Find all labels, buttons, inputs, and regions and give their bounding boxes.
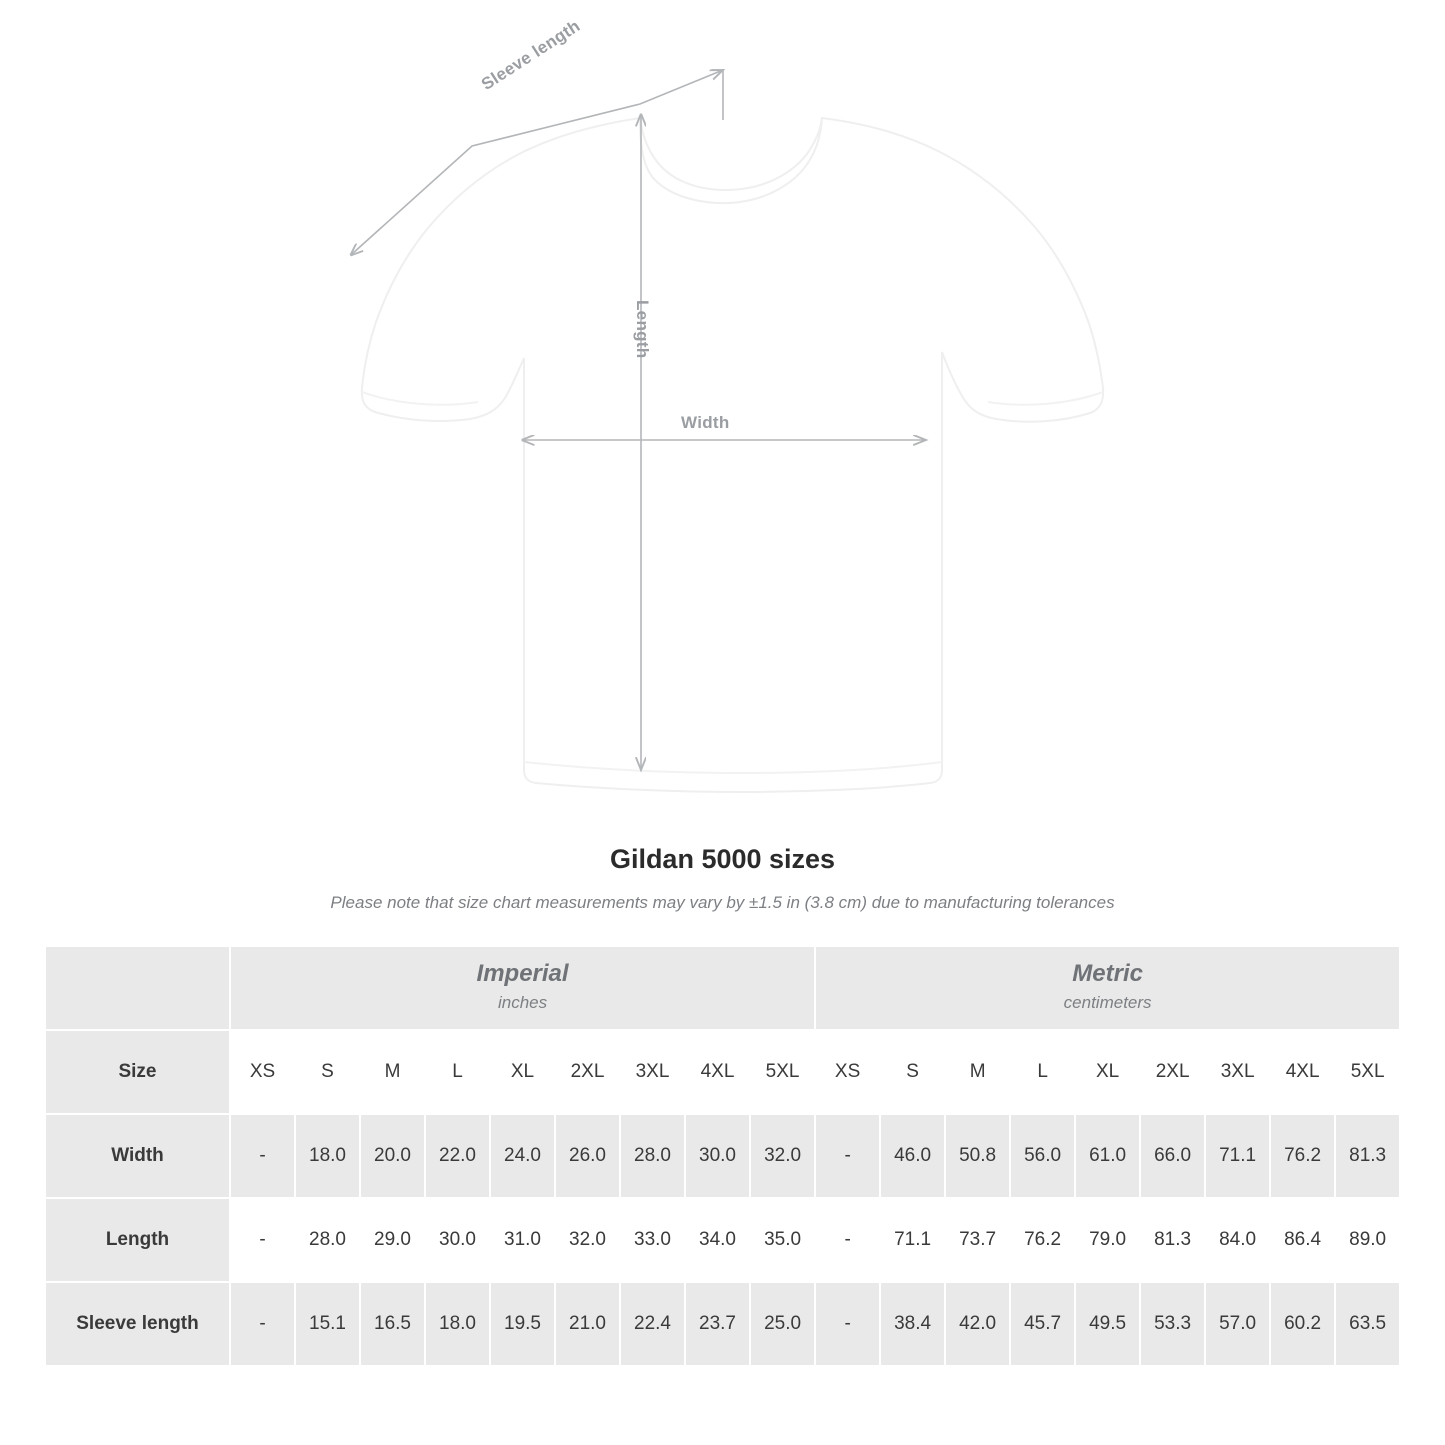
cell-length-metric-3xl: 84.0 <box>1205 1198 1270 1282</box>
header-metric-s: S <box>880 1030 945 1114</box>
cell-length-metric-4xl: 86.4 <box>1270 1198 1335 1282</box>
cell-length-imperial-2xl: 32.0 <box>555 1198 620 1282</box>
unit-name-imperial: Imperial <box>476 960 569 988</box>
cell-length-imperial-l: 30.0 <box>425 1198 490 1282</box>
cell-sleeve-metric-xl: 49.5 <box>1075 1282 1140 1366</box>
cell-width-metric-xl: 61.0 <box>1075 1114 1140 1198</box>
cell-width-imperial-3xl: 28.0 <box>620 1114 685 1198</box>
cell-length-metric-m: 73.7 <box>945 1198 1010 1282</box>
cell-width-imperial-m: 20.0 <box>360 1114 425 1198</box>
cell-length-imperial-xs: - <box>230 1198 295 1282</box>
header-metric-3xl: 3XL <box>1205 1030 1270 1114</box>
header-metric-xs: XS <box>815 1030 880 1114</box>
cell-length-imperial-xl: 31.0 <box>490 1198 555 1282</box>
row-label-sleeve-length: Sleeve length <box>45 1282 230 1366</box>
chart-title-block <box>0 844 1445 913</box>
header-imperial-5xl: 5XL <box>750 1030 815 1114</box>
header-imperial-s: S <box>295 1030 360 1114</box>
unit-group-row <box>45 946 1400 1030</box>
cell-length-metric-l: 76.2 <box>1010 1198 1075 1282</box>
cell-width-metric-4xl: 76.2 <box>1270 1114 1335 1198</box>
header-imperial-xl: XL <box>490 1030 555 1114</box>
size-table <box>44 945 1401 1367</box>
cell-width-imperial-2xl: 26.0 <box>555 1114 620 1198</box>
table-row <box>45 1198 1400 1282</box>
unit-head-imperial <box>230 946 815 1030</box>
header-imperial-2xl: 2XL <box>555 1030 620 1114</box>
header-imperial-xs: XS <box>230 1030 295 1114</box>
cell-width-imperial-5xl: 32.0 <box>750 1114 815 1198</box>
cell-length-imperial-4xl: 34.0 <box>685 1198 750 1282</box>
cell-length-metric-xl: 79.0 <box>1075 1198 1140 1282</box>
cell-sleeve-imperial-m: 16.5 <box>360 1282 425 1366</box>
header-metric-4xl: 4XL <box>1270 1030 1335 1114</box>
cell-length-metric-5xl: 89.0 <box>1335 1198 1400 1282</box>
header-metric-l: L <box>1010 1030 1075 1114</box>
cell-sleeve-imperial-xs: - <box>230 1282 295 1366</box>
header-metric-2xl: 2XL <box>1140 1030 1205 1114</box>
cell-length-metric-s: 71.1 <box>880 1198 945 1282</box>
cell-width-imperial-l: 22.0 <box>425 1114 490 1198</box>
header-imperial-m: M <box>360 1030 425 1114</box>
page-title: Gildan 5000 sizes <box>609 844 836 874</box>
cell-width-metric-l: 56.0 <box>1010 1114 1075 1198</box>
cell-width-imperial-4xl: 30.0 <box>685 1114 750 1198</box>
cell-length-metric-2xl: 81.3 <box>1140 1198 1205 1282</box>
cell-sleeve-metric-l: 45.7 <box>1010 1282 1075 1366</box>
cell-sleeve-imperial-5xl: 25.0 <box>750 1282 815 1366</box>
cell-sleeve-imperial-xl: 19.5 <box>490 1282 555 1366</box>
unit-head-metric <box>815 946 1400 1030</box>
tshirt-shape <box>362 118 1103 792</box>
cell-length-imperial-s: 28.0 <box>295 1198 360 1282</box>
cell-sleeve-metric-xs: - <box>815 1282 880 1366</box>
sleeve-length-label: Sleeve length <box>478 16 584 94</box>
cell-sleeve-imperial-2xl: 21.0 <box>555 1282 620 1366</box>
cell-length-imperial-3xl: 33.0 <box>620 1198 685 1282</box>
size-header-row <box>45 1030 1400 1114</box>
header-metric-5xl: 5XL <box>1335 1030 1400 1114</box>
cell-sleeve-imperial-l: 18.0 <box>425 1282 490 1366</box>
cell-width-imperial-xl: 24.0 <box>490 1114 555 1198</box>
cell-width-metric-m: 50.8 <box>945 1114 1010 1198</box>
row-label-length: Length <box>45 1198 230 1282</box>
size-table-wrap <box>44 945 1401 1367</box>
header-imperial-l: L <box>425 1030 490 1114</box>
header-metric-xl: XL <box>1075 1030 1140 1114</box>
cell-sleeve-metric-2xl: 53.3 <box>1140 1282 1205 1366</box>
cell-sleeve-metric-3xl: 57.0 <box>1205 1282 1270 1366</box>
cell-sleeve-imperial-3xl: 22.4 <box>620 1282 685 1366</box>
unit-sub-imperial: inches <box>497 993 548 1013</box>
table-row <box>45 1282 1400 1366</box>
header-size-label: Size <box>45 1030 230 1114</box>
header-metric-m: M <box>945 1030 1010 1114</box>
cell-sleeve-imperial-4xl: 23.7 <box>685 1282 750 1366</box>
cell-sleeve-imperial-s: 15.1 <box>295 1282 360 1366</box>
cell-sleeve-metric-5xl: 63.5 <box>1335 1282 1400 1366</box>
table-row <box>45 1114 1400 1198</box>
cell-sleeve-metric-4xl: 60.2 <box>1270 1282 1335 1366</box>
length-label: Length <box>633 300 652 359</box>
cell-length-imperial-5xl: 35.0 <box>750 1198 815 1282</box>
cell-sleeve-metric-m: 42.0 <box>945 1282 1010 1366</box>
row-label-width: Width <box>45 1114 230 1198</box>
tolerance-note: Please note that size chart measurements may vary by ±1.5 in (3.8 cm) due to manufacturing tolerances <box>330 893 1115 912</box>
cell-length-metric-xs: - <box>815 1198 880 1282</box>
cell-width-metric-5xl: 81.3 <box>1335 1114 1400 1198</box>
unit-name-metric: Metric <box>1072 960 1143 988</box>
cell-width-metric-xs: - <box>815 1114 880 1198</box>
cell-width-imperial-s: 18.0 <box>295 1114 360 1198</box>
header-imperial-4xl: 4XL <box>685 1030 750 1114</box>
cell-width-imperial-xs: - <box>230 1114 295 1198</box>
cell-length-imperial-m: 29.0 <box>360 1198 425 1282</box>
cell-width-metric-3xl: 71.1 <box>1205 1114 1270 1198</box>
cell-width-metric-2xl: 66.0 <box>1140 1114 1205 1198</box>
unit-sub-metric: centimeters <box>1063 993 1152 1013</box>
width-label: Width <box>681 413 730 432</box>
cell-width-metric-s: 46.0 <box>880 1114 945 1198</box>
cell-sleeve-metric-s: 38.4 <box>880 1282 945 1366</box>
unit-head-empty <box>45 946 230 1030</box>
header-imperial-3xl: 3XL <box>620 1030 685 1114</box>
